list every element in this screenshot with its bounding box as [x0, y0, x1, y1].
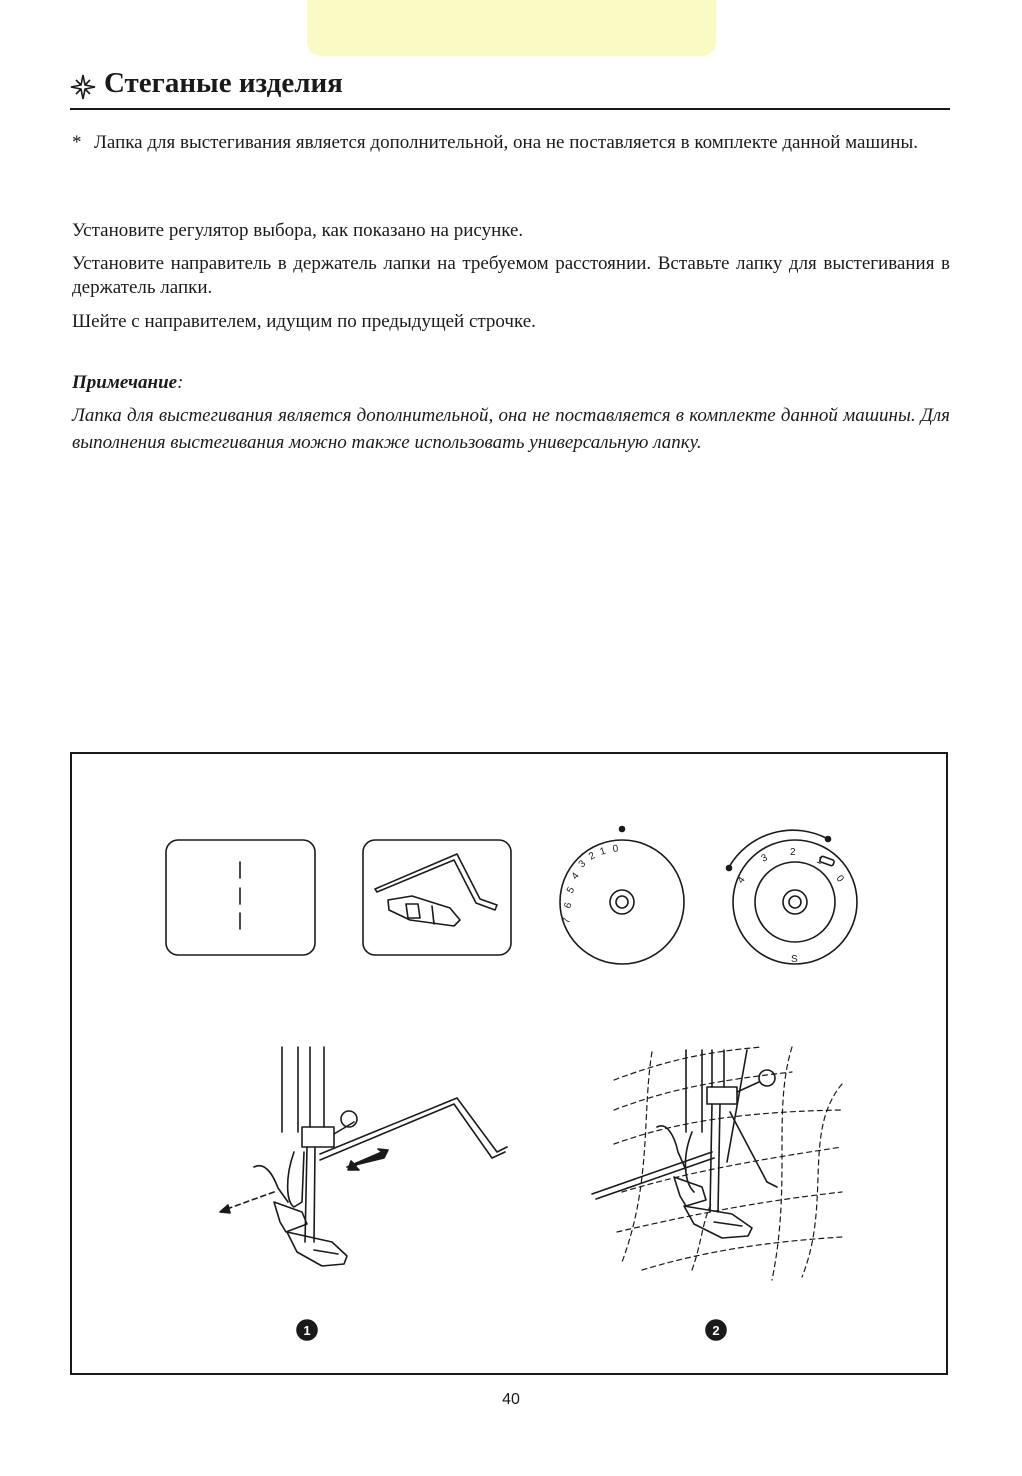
- dial-left-label: 6: [562, 901, 575, 910]
- page-title: Стеганые изделия: [104, 67, 343, 99]
- dial-left-label: 0: [612, 843, 619, 855]
- dial-left-label: 2: [587, 850, 598, 863]
- stitch-length-dial: [560, 827, 684, 965]
- dial-left-label: 4: [569, 870, 582, 882]
- dial-right-label: 0: [833, 873, 846, 885]
- note-text: Лапка для выстегивания является дополнительной, она не поставляется в комплекте данной машины. Для выполнения выстегивания можно также использовать универсальную лапку.: [72, 405, 950, 453]
- dial-right-label: S: [791, 954, 798, 965]
- dial-right-label: 2: [790, 847, 796, 858]
- step-2-label: 2: [712, 1323, 720, 1338]
- instruction-2: Установите направитель в держатель лапки на требуемом расстоянии. Вставьте лапку для выстегивания в держатель лапки.: [72, 253, 950, 298]
- quilting-foot-panel: [363, 840, 511, 955]
- bullet-mark: *: [72, 132, 82, 153]
- stitch-pattern-panel: [166, 840, 315, 955]
- note-heading: [72, 372, 183, 394]
- bullet-note: [72, 131, 950, 155]
- step-1-label: 1: [303, 1323, 311, 1338]
- illustration-frame: [70, 752, 948, 1375]
- dial-left-label: 1: [598, 845, 608, 858]
- dial-left-label: 7: [561, 916, 574, 925]
- dial-right-label: 1: [814, 854, 825, 868]
- instruction-1: Установите регулятор выбора, как показано на рисунке.: [72, 220, 524, 241]
- note-label: Примечание: [72, 372, 178, 393]
- dial-left-label: 3: [576, 858, 589, 871]
- page-number: 40: [502, 1391, 520, 1408]
- bullet-text: Лапка для выстегивания является дополнительной, она не поставляется в комплекте данной машины.: [94, 132, 918, 153]
- illustration: [72, 754, 946, 1373]
- foot-with-guide-illustration: [220, 1047, 507, 1266]
- header-tab: [307, 0, 716, 56]
- quilting-on-fabric-illustration: [592, 1047, 842, 1280]
- dial-right-label: 3: [759, 852, 770, 865]
- instruction-3: Шейте с направителем, идущим по предыдущей строчке.: [72, 311, 536, 332]
- dial-left-label: 5: [564, 885, 578, 896]
- compass-star-icon: [70, 74, 96, 100]
- section-heading: [70, 64, 950, 110]
- dial-right-label: 4: [735, 874, 748, 886]
- note-colon: :: [177, 372, 184, 393]
